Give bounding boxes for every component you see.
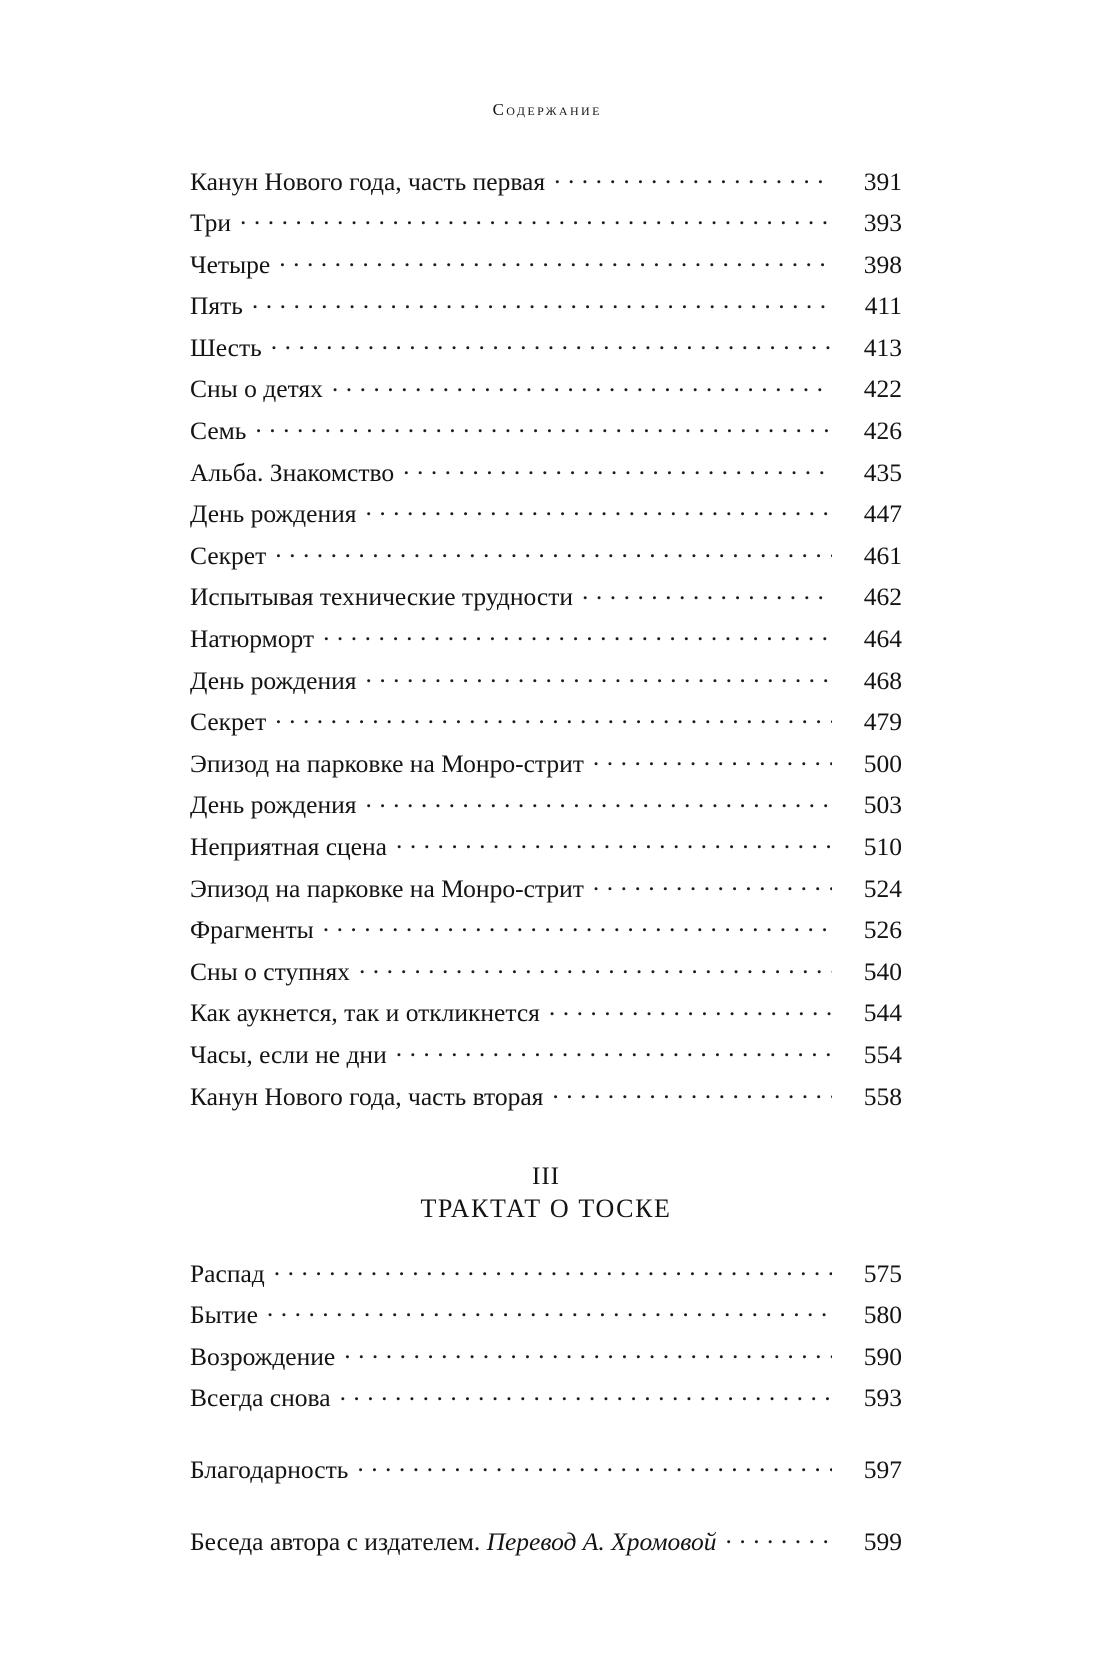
- toc-entry[interactable]: [190, 996, 902, 1026]
- toc-entry-title: Бытие: [190, 1300, 258, 1330]
- dot-leader: [275, 705, 832, 731]
- dot-leader: [252, 289, 832, 315]
- toc-entry-title: Натюрморт: [190, 624, 315, 654]
- toc-entry[interactable]: [190, 1298, 902, 1328]
- toc-entry-title: Сны о детях: [190, 374, 323, 404]
- toc-entry[interactable]: [190, 1524, 902, 1554]
- toc-entry-page: 461: [863, 540, 902, 570]
- dot-leader: [279, 247, 832, 273]
- toc-entry-title: Эпизод на парковке на Монро-стрит: [190, 873, 584, 903]
- toc-entry-page: 526: [863, 915, 902, 945]
- spacer: [190, 1423, 902, 1453]
- toc-entry-title: Канун Нового года, часть вторая: [190, 1081, 544, 1111]
- toc-entry-title: [190, 1526, 724, 1556]
- toc-list-group-three: [190, 1453, 902, 1483]
- toc-entry-page: 510: [863, 832, 902, 861]
- dot-leader: [365, 497, 832, 523]
- dot-leader: [403, 455, 832, 481]
- toc-entry-page: 503: [863, 790, 902, 820]
- toc-entry[interactable]: [190, 414, 902, 444]
- spacer: [190, 1494, 902, 1524]
- toc-entry-page: 599: [863, 1526, 902, 1556]
- toc-entry-title: Канун Нового года, часть первая: [190, 166, 546, 196]
- dot-leader: [357, 1453, 832, 1479]
- toc-entry[interactable]: [190, 206, 902, 236]
- toc-entry[interactable]: [190, 871, 902, 901]
- toc-entry-page: 558: [863, 1081, 902, 1111]
- toc-entry[interactable]: [190, 330, 902, 360]
- toc-entry-title: Четыре: [190, 249, 271, 279]
- toc-entry-title: Испытывая технические трудности: [190, 582, 574, 612]
- toc-entry-page: 500: [863, 748, 902, 778]
- dot-leader: [554, 164, 832, 190]
- dot-leader: [344, 1339, 832, 1365]
- toc-entry-title: Альба. Знакомство: [190, 457, 395, 487]
- toc-entry-page: 593: [863, 1383, 902, 1413]
- toc-entry[interactable]: [190, 746, 902, 776]
- dot-leader: [549, 996, 832, 1022]
- toc-entry[interactable]: [190, 1037, 902, 1067]
- toc-entry-title: Сны о ступнях: [190, 956, 350, 986]
- toc-list-group-four: [190, 1524, 902, 1554]
- toc-entry-page: 544: [863, 998, 902, 1028]
- dot-leader: [274, 1256, 832, 1282]
- toc-entry[interactable]: [190, 705, 902, 735]
- toc-entry-title: Возрождение: [190, 1341, 336, 1371]
- toc-entry[interactable]: [190, 289, 902, 319]
- dot-leader: [396, 1037, 832, 1063]
- toc-entry[interactable]: [190, 164, 902, 194]
- toc-entry-page: 398: [863, 249, 902, 279]
- running-head: Содержание: [492, 100, 602, 119]
- toc-entry-page: 435: [863, 457, 902, 487]
- toc-entry[interactable]: [190, 1453, 902, 1483]
- toc-entry[interactable]: [190, 954, 902, 984]
- toc-entry-page: 413: [863, 332, 902, 362]
- toc-entry-title: Семь: [190, 416, 247, 446]
- toc-entry-page: 580: [863, 1300, 902, 1330]
- toc-entry-page: 393: [863, 208, 902, 238]
- dot-leader: [255, 414, 832, 440]
- toc-entry[interactable]: [190, 788, 902, 818]
- toc-entry-title: Секрет: [190, 707, 267, 737]
- toc-entry-page: 479: [863, 707, 902, 737]
- toc-entry-translator-credit: Перевод А. Хромовой: [486, 1526, 717, 1556]
- toc-list-group-two: [190, 1256, 902, 1411]
- dot-leader: [582, 580, 832, 606]
- dot-leader: [323, 913, 832, 939]
- dot-leader: [593, 746, 832, 772]
- spacer: [190, 1121, 902, 1161]
- toc-entry-title: День рождения: [190, 790, 357, 820]
- spacer: [190, 1225, 902, 1256]
- dot-leader: [552, 1079, 832, 1105]
- toc-entry[interactable]: [190, 372, 902, 402]
- toc-entry-page: 464: [863, 624, 902, 654]
- toc-entry-title: Шесть: [190, 332, 262, 362]
- dot-leader: [365, 788, 832, 814]
- toc-list-group-one: [190, 164, 902, 1109]
- toc-entry[interactable]: [190, 580, 902, 610]
- toc-entry-title: Как аукнется, так и откликнется: [190, 998, 540, 1028]
- toc-entry[interactable]: [190, 663, 902, 693]
- dot-leader: [726, 1524, 833, 1550]
- toc-entry[interactable]: [190, 1256, 902, 1286]
- toc-entry-title: Неприятная сцена: [190, 832, 387, 861]
- toc-entry-title: Секрет: [190, 540, 267, 570]
- dot-leader: [323, 622, 832, 648]
- toc-entry-title: Распад: [190, 1258, 265, 1288]
- toc-entry[interactable]: [190, 1381, 902, 1411]
- toc-entry-page: 447: [863, 499, 902, 529]
- toc-entry-page: 462: [863, 582, 902, 612]
- toc-entry[interactable]: [190, 830, 902, 860]
- toc-entry-page: 468: [863, 665, 902, 695]
- dot-leader: [240, 206, 832, 232]
- toc-entry[interactable]: [190, 1339, 902, 1369]
- toc-entry[interactable]: [190, 913, 902, 943]
- dot-leader: [593, 871, 832, 897]
- toc-entry-title: День рождения: [190, 499, 357, 529]
- toc-entry-title: Благодарность: [190, 1455, 349, 1485]
- toc-entry[interactable]: [190, 1079, 902, 1109]
- toc-entry-page: 426: [863, 416, 902, 446]
- toc-entry-title: Всегда снова: [190, 1383, 331, 1413]
- toc-entry-title: Пять: [190, 291, 243, 321]
- dot-leader: [365, 663, 832, 689]
- toc-entry-page: 391: [863, 166, 902, 196]
- toc-entry-title: Часы, если не дни: [190, 1039, 387, 1069]
- toc-entry-page: 590: [863, 1341, 902, 1371]
- toc-entry[interactable]: [190, 497, 902, 527]
- dot-leader: [396, 830, 832, 856]
- toc-entry-page: 422: [863, 374, 902, 404]
- toc-entry[interactable]: [190, 247, 902, 277]
- toc-entry-title: Фрагменты: [190, 915, 314, 945]
- dot-leader: [271, 330, 832, 356]
- toc-entry-page: 411: [864, 291, 902, 321]
- toc-entry-title: Эпизод на парковке на Монро-стрит: [190, 748, 584, 778]
- toc-entry-page: 524: [863, 873, 902, 903]
- toc-entry-title: День рождения: [190, 665, 357, 695]
- dot-leader: [340, 1381, 832, 1407]
- dot-leader: [332, 372, 832, 398]
- toc-entry[interactable]: [190, 538, 902, 568]
- toc-entry-page: 554: [863, 1039, 902, 1069]
- part-heading: [190, 1161, 902, 1226]
- toc-entry[interactable]: [190, 622, 902, 652]
- dot-leader: [267, 1298, 832, 1324]
- toc-entry-title: Три: [190, 208, 232, 238]
- part-number: III: [532, 1162, 560, 1190]
- toc-entry-title-plain: Беседа автора с издателем.: [190, 1526, 481, 1556]
- toc-entry-page: 540: [863, 956, 902, 986]
- toc-entry[interactable]: [190, 455, 902, 485]
- dot-leader: [275, 538, 832, 564]
- part-title: ТРАКТАТ О ТОСКЕ: [420, 1193, 672, 1223]
- toc-entry-page: 597: [863, 1455, 902, 1485]
- toc-content-block: [190, 100, 902, 1566]
- dot-leader: [359, 954, 832, 980]
- toc-entry-page: 575: [863, 1258, 902, 1288]
